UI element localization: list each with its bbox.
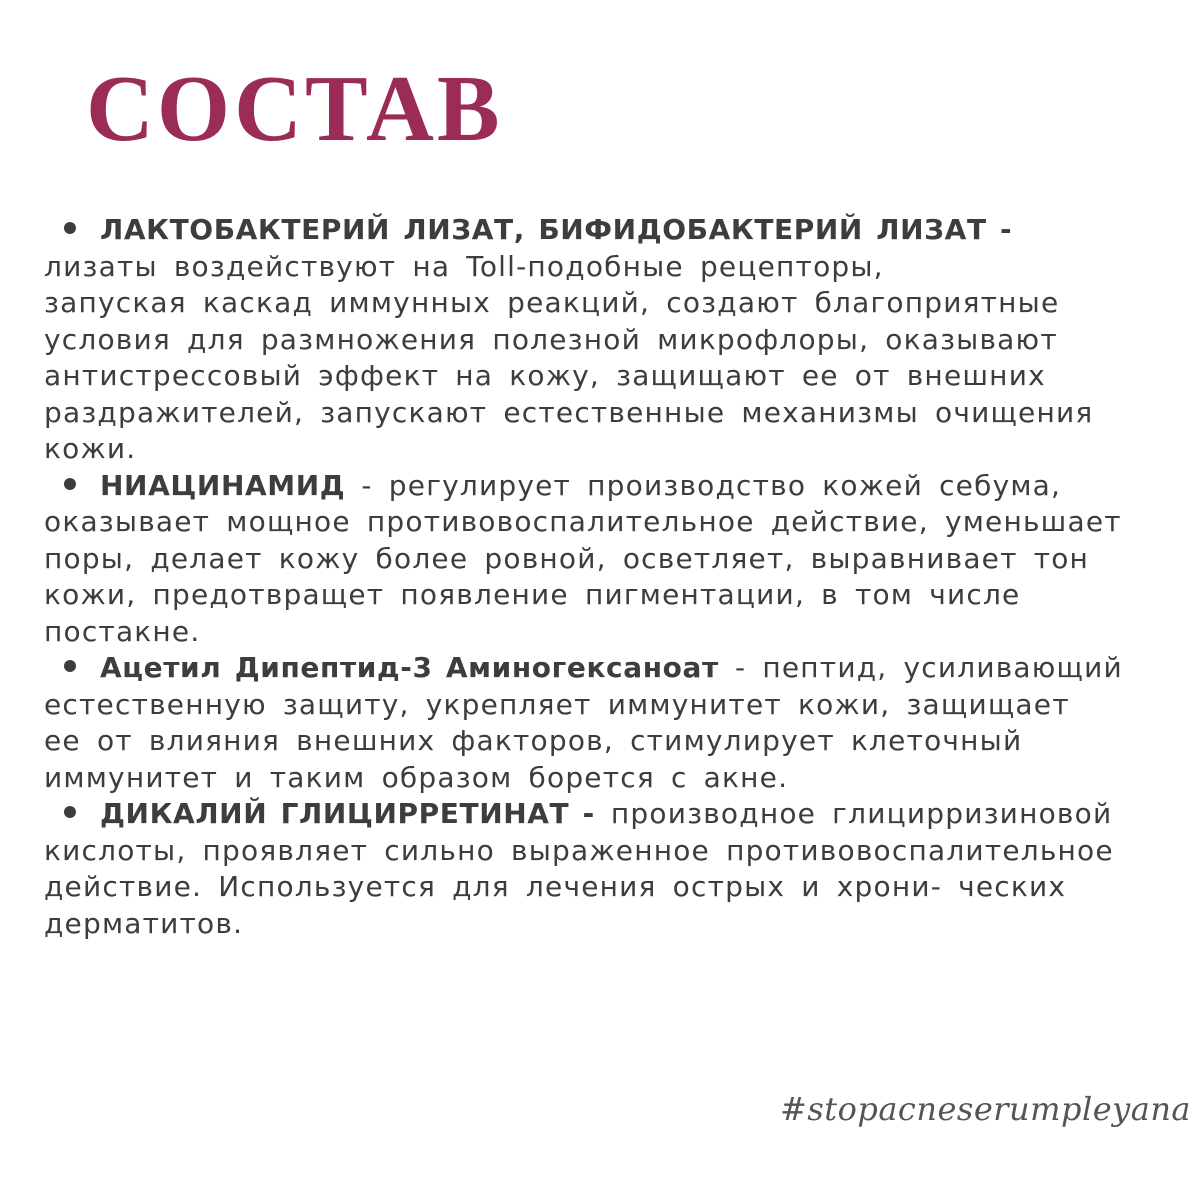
ingredient-term: ЛАКТОБАКТЕРИЙ ЛИЗАТ, БИФИДОБАКТЕРИЙ ЛИЗАТ - [100,213,1013,246]
ingredient-description-line: антистрессовый эффект на кожу, защищают ее от внешних [44,359,1046,392]
ingredient-description-line: кожи. [44,432,137,465]
ingredient-first-line [44,796,1189,833]
ingredient-description-line: постакне. [44,614,201,648]
ingredient-description-line: поры, делает кожу более ровной, осветляет, выравнивает тон [44,541,1090,575]
bullet-icon [64,806,76,818]
ingredient-item-lysates [44,212,1189,468]
ingredient-description-line: запуская каскад иммунных реакций, создают благоприятные [44,286,1060,319]
ingredient-description-start: - пептид, усиливающий [718,651,1123,684]
ingredient-description-line: лизаты воздействуют на Toll-подобные рецепторы, [44,249,884,283]
ingredient-description-line: действие. Используется для лечения острых и хрони- ческих [44,870,1067,903]
ingredient-description-line: оказывает мощное противовоспалительное действие, уменьшает [44,505,1122,538]
ingredient-item-peptide [44,650,1189,796]
ingredient-item-glycyrrhetinate [44,796,1189,942]
bullet-icon [64,660,76,672]
ingredient-first-line [44,468,1189,505]
ingredient-description-line: ее от влияния внешних факторов, стимулирует клеточный [44,724,1023,757]
ingredient-description-line: кожи, предотвращет появление пигментации, в том числе [44,578,1021,611]
ingredient-term: Ацетил Дипептид-3 Аминогексаноат [100,651,719,684]
ingredient-description-line: иммунитет и таким образом борется с акне. [44,760,789,794]
bullet-icon [64,478,76,490]
ingredient-description-line: дерматитов. [44,906,244,940]
bullet-icon [64,222,76,234]
ingredient-first-line [44,650,1189,687]
ingredient-term: НИАЦИНАМИД [100,468,346,502]
ingredient-description-line: раздражителей, запускают естественные механизмы очищения [44,395,1094,429]
ingredient-first-line [44,212,1189,249]
ingredient-description-line: естественную защиту, укрепляет иммунитет кожи, защищает [44,687,1070,721]
ingredient-description-start: - регулирует производство кожей себума, [345,468,1062,502]
ingredient-description-line: условия для размножения полезной микрофлоры, оказывают [44,322,1058,356]
ingredient-item-niacinamide [44,468,1189,651]
ingredient-description-line: кислоты, проявляет сильно выраженное противовоспалительное [44,833,1114,867]
hashtag: #stopacneserumpleyana [780,1090,1191,1128]
ingredient-term: ДИКАЛИЙ ГЛИЦИРРЕТИНАТ - [100,797,595,830]
ingredient-description-start: производное глицирризиновой [594,797,1113,830]
page-title: СОСТАВ [86,57,503,161]
ingredients-list [44,212,1189,942]
